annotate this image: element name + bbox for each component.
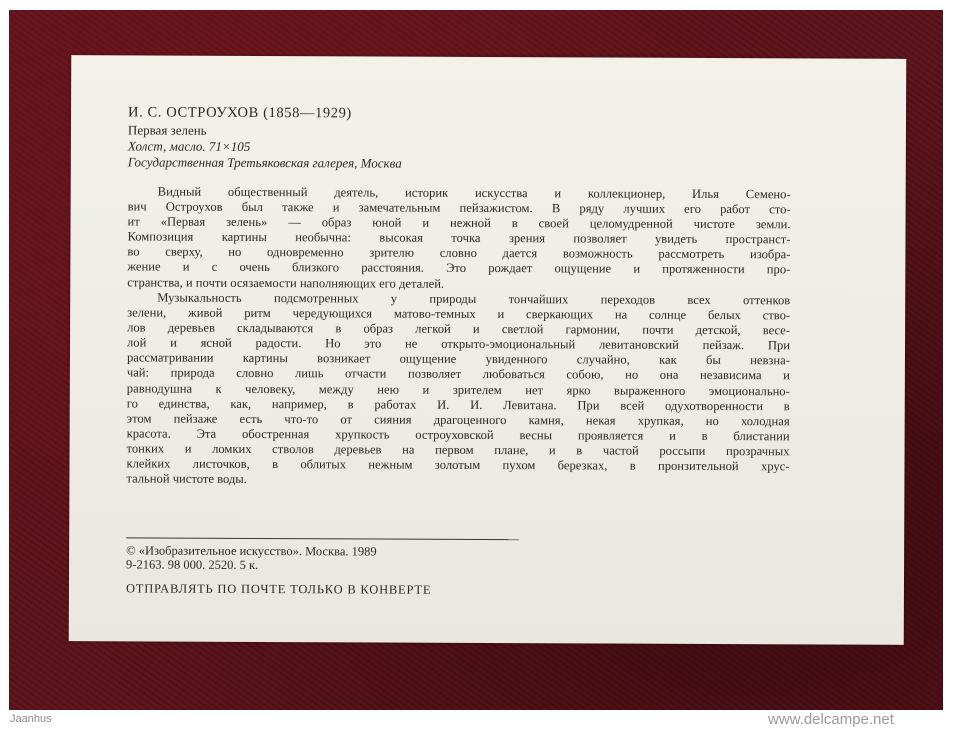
text-line: Музыкальность подсмотренных у природы тончайших переходов всех оттенков <box>157 290 791 308</box>
description-paragraph-2 <box>126 290 790 489</box>
text-line: го единства, как, например, в работах И. И. Левитана. При всей одухотворенности в <box>126 396 790 413</box>
mail-notice: ОТПРАВЛЯТЬ ПО ПОЧТЕ ТОЛЬКО В КОНВЕРТЕ <box>125 581 432 597</box>
text-line: жение и с очень близкого расстояния. Это рождает ощущение и протяженности про- <box>127 259 791 277</box>
museum-name: Государственная Третьяковская галерея, Москва <box>127 154 402 171</box>
text-line: рассматривании картины возникает ощущение увиденного случайно, как бы невзна- <box>126 350 790 368</box>
text-line: тальной чистоте воды. <box>126 471 247 487</box>
text-line: клейких листочков, в облитых нежным золотым пухом березках, в пронзительной хрус- <box>126 456 790 474</box>
text-line: Видный общественный деятель, историк искусства и коллекционер, Илья Семено- <box>157 184 791 202</box>
text-line: тонких и ломких стволов деревьев на первом плане, и в частой россыпи прозрачных <box>126 441 790 459</box>
print-info: 9-2163. 98 000. 2520. 5 к. <box>126 557 259 573</box>
text-line: во сверху, но одновременно зрителю словно дается возможность рассмотреть изобра- <box>127 244 791 262</box>
text-line: вич Остроухов был также и замечательным пейзажистом. В ряду лучших его работ сто- <box>127 199 791 217</box>
painting-title: Первая зелень <box>127 122 207 138</box>
postcard-back <box>69 55 907 645</box>
text-line: странства, и почти осязаемости наполняющих его деталей. <box>127 274 445 291</box>
divider-line <box>126 537 519 540</box>
text-line: красота. Эта обостренная хрупкость остроуховской весны проявляется и в блистании <box>126 426 790 444</box>
artist-title: И. С. ОСТРОУХОВ (1858—1929) <box>127 104 352 122</box>
text-line: чай: природа словно лишь отчасти позволяет любоваться собою, но она независима и <box>126 365 790 383</box>
text-line: лой и ясной радости. Но это не открыто-эмоциональный левитановский пейзаж. При <box>126 335 791 353</box>
watermark-right: www.delcampe.net <box>768 711 894 728</box>
text-line: зелени, живой ритм чередующихся матово-темных и сверкающих на солнце белых ство- <box>127 305 791 323</box>
text-line: этом пейзаже есть что-то от сияния драгоценного камня, некая хрупкая, но холодная <box>126 411 790 429</box>
text-line: лов деревьев складываются в образ легкой и светлой гармонии, почти детской, весе- <box>127 320 791 338</box>
text-line: ит «Первая зелень» — образ юной и нежной в своей целомудренной чистоте земли. <box>127 214 791 232</box>
painting-medium: Холст, масло. 71×105 <box>127 138 251 154</box>
copyright-line: © «Изобразительное искусство». Москва. 1989 <box>126 543 377 559</box>
watermark-left: Jaanhus <box>10 713 52 725</box>
description-paragraph-1 <box>127 184 790 293</box>
text-line: Композиция картины необычна: высокая точка зрения позволяет увидеть пространст- <box>127 229 791 247</box>
text-line: равнодушна к человеку, между нею и зрителем нет ярко выраженного эмоционально- <box>126 380 790 398</box>
